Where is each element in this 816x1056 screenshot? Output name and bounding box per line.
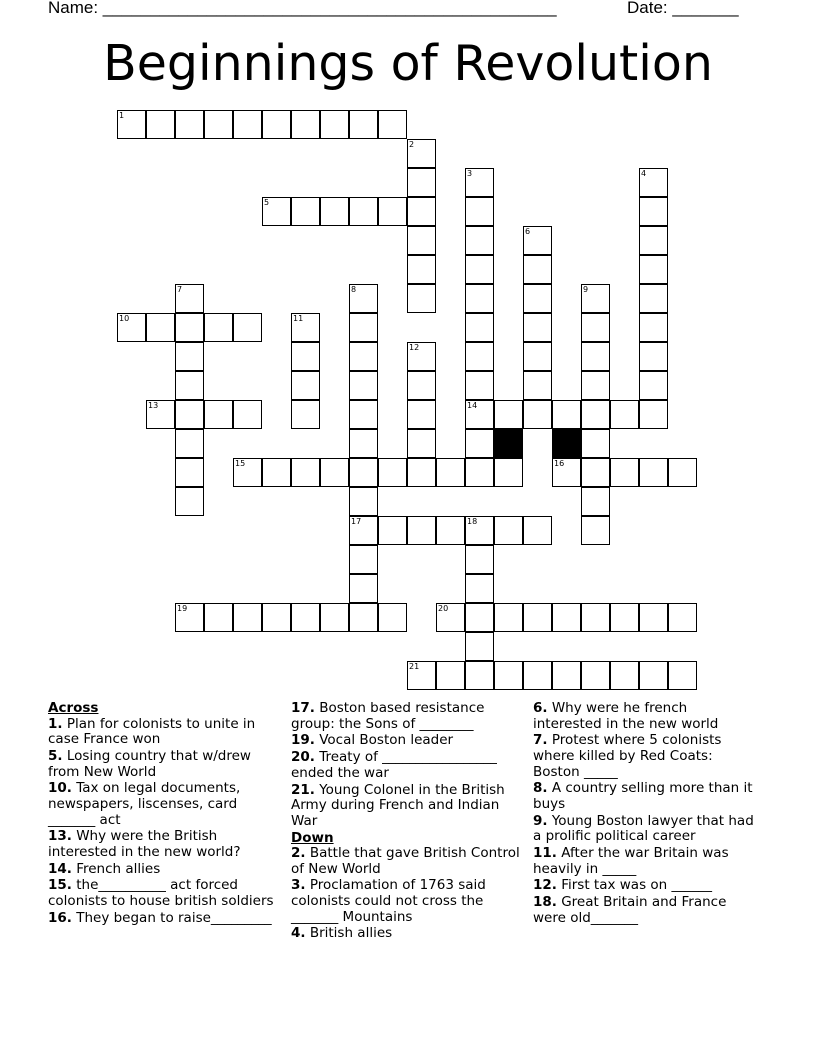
clue-text: Why were the British interested in the new world? [48, 828, 241, 860]
clue-number: 20 [438, 604, 449, 613]
grid-cell[interactable] [233, 458, 262, 487]
clue-number: 10. [48, 780, 72, 797]
clue [48, 749, 284, 780]
grid-cell[interactable] [639, 197, 668, 226]
clue [291, 846, 523, 877]
clues-column-1 [48, 701, 284, 928]
grid-cell[interactable] [378, 110, 407, 139]
grid-cell[interactable] [639, 313, 668, 342]
grid-cell[interactable] [407, 139, 436, 168]
clue-text: Treaty of _________________ ended the war [291, 749, 497, 781]
clue [533, 733, 755, 780]
grid-cell[interactable] [291, 371, 320, 400]
clue-number: 7. [533, 732, 548, 749]
grid-cell[interactable] [175, 429, 204, 458]
grid-cell[interactable] [465, 168, 494, 197]
grid-cell[interactable] [639, 603, 668, 632]
grid-cell[interactable] [581, 429, 610, 458]
grid-cell[interactable] [465, 574, 494, 603]
clue-number: 15. [48, 877, 72, 894]
clue-text: A country selling more than it buys [533, 780, 753, 812]
clue [533, 701, 755, 732]
grid-cell[interactable] [349, 516, 378, 545]
grid-cell[interactable] [175, 603, 204, 632]
grid-cell[interactable] [639, 342, 668, 371]
grid-cell[interactable] [204, 400, 233, 429]
clue-text: They began to raise_________ [71, 909, 272, 926]
clues-column-3 [533, 701, 755, 928]
clue-number: 8. [533, 780, 548, 797]
grid-cell[interactable] [175, 487, 204, 516]
grid-cell[interactable] [378, 458, 407, 487]
grid-cell[interactable] [175, 342, 204, 371]
clue-text: Losing country that w/drew from New World [48, 747, 251, 780]
grid-cell[interactable] [204, 603, 233, 632]
grid-cell[interactable] [436, 661, 465, 690]
grid-cell[interactable] [349, 284, 378, 313]
clue [291, 783, 523, 830]
grid-cell[interactable] [291, 313, 320, 342]
clue-text: After the war Britain was heavily in _____ [533, 845, 729, 877]
grid-cell[interactable] [175, 458, 204, 487]
clue-number: 18. [533, 894, 557, 911]
clue [48, 911, 284, 927]
across-clue-list [48, 717, 284, 927]
grid-cell[interactable] [436, 603, 465, 632]
grid-cell[interactable] [436, 516, 465, 545]
clue-number: 18 [467, 517, 478, 526]
grid-cell[interactable] [465, 255, 494, 284]
grid-cell[interactable] [552, 661, 581, 690]
grid-cell[interactable] [523, 661, 552, 690]
grid-cell[interactable] [523, 516, 552, 545]
grid-cell[interactable] [465, 226, 494, 255]
grid-cell[interactable] [349, 197, 378, 226]
grid-cell[interactable] [465, 284, 494, 313]
clue-text: Great Britain and France were old_______ [533, 894, 727, 926]
grid-cell[interactable] [117, 313, 146, 342]
grid-cell[interactable] [407, 429, 436, 458]
grid-cell[interactable] [233, 110, 262, 139]
grid-cell[interactable] [262, 458, 291, 487]
clue [48, 878, 284, 909]
grid-cell[interactable] [465, 342, 494, 371]
grid-cell[interactable] [494, 458, 523, 487]
grid-cell[interactable] [407, 197, 436, 226]
grid-cell[interactable] [349, 400, 378, 429]
grid-cell[interactable] [610, 458, 639, 487]
grid-cell[interactable] [523, 342, 552, 371]
grid-cell[interactable] [407, 516, 436, 545]
grid-cell[interactable] [291, 400, 320, 429]
grid-cell[interactable] [349, 574, 378, 603]
grid-cell[interactable] [146, 110, 175, 139]
clue [48, 862, 284, 878]
clue-number: 7 [177, 285, 183, 294]
clue-text: Proclamation of 1763 said colonists could not cross the _______ Mountains [291, 877, 486, 925]
grid-cell[interactable] [581, 661, 610, 690]
clue-text: Battle that gave British Control of New World [291, 845, 520, 877]
grid-cell[interactable] [581, 313, 610, 342]
across-heading: Across [48, 700, 99, 716]
grid-cell[interactable] [610, 661, 639, 690]
grid-cell[interactable] [668, 661, 697, 690]
clue-number: 19 [177, 604, 188, 613]
clue-number: 13 [148, 401, 159, 410]
grid-cell[interactable] [378, 516, 407, 545]
grid-cell[interactable] [349, 487, 378, 516]
clue-text: Tax on legal documents, newspapers, liscenses, card _______ act [48, 780, 241, 828]
clue-number: 10 [119, 314, 130, 323]
clue-text: Young Colonel in the British Army during French and Indian War [291, 781, 505, 829]
clue-number: 21 [409, 662, 420, 671]
grid-cell[interactable] [639, 226, 668, 255]
grid-cell[interactable] [233, 400, 262, 429]
grid-cell[interactable] [349, 313, 378, 342]
grid-cell[interactable] [349, 458, 378, 487]
clue-number: 16. [48, 909, 72, 926]
clue [533, 781, 755, 812]
grid-cell[interactable] [407, 168, 436, 197]
grid-cell[interactable] [291, 197, 320, 226]
grid-cell[interactable] [465, 661, 494, 690]
clue-number: 13. [48, 828, 72, 845]
grid-cell[interactable] [407, 400, 436, 429]
clue-number: 16 [554, 459, 565, 468]
grid-cell[interactable] [552, 400, 581, 429]
clue-number: 2 [409, 140, 415, 149]
grid-cell[interactable] [291, 342, 320, 371]
grid-cell[interactable] [639, 371, 668, 400]
clue [533, 878, 755, 894]
clue-number: 9 [583, 285, 589, 294]
grid-cell[interactable] [320, 197, 349, 226]
clue-number: 3 [467, 169, 473, 178]
clue-number: 4. [291, 925, 306, 942]
grid-cell[interactable] [581, 458, 610, 487]
grid-cell[interactable] [465, 516, 494, 545]
clue-text: First tax was on ______ [556, 877, 713, 894]
grid-cell[interactable] [436, 458, 465, 487]
grid-cell[interactable] [523, 371, 552, 400]
clue [533, 814, 755, 845]
grid-cell[interactable] [146, 400, 175, 429]
grid-cell[interactable] [233, 603, 262, 632]
grid-cell[interactable] [581, 400, 610, 429]
grid-cell[interactable] [523, 400, 552, 429]
across-clue-list-continued [291, 701, 523, 829]
grid-cell[interactable] [581, 371, 610, 400]
clue-number: 4 [641, 169, 647, 178]
clue-number: 15 [235, 459, 246, 468]
clue [533, 895, 755, 926]
clue-number: 17 [351, 517, 362, 526]
grid-cell[interactable] [320, 458, 349, 487]
grid-cell[interactable] [465, 400, 494, 429]
down-clue-list [291, 846, 523, 942]
grid-cell[interactable] [349, 371, 378, 400]
grid-cell[interactable] [175, 110, 204, 139]
grid-cell[interactable] [262, 197, 291, 226]
grid-cell[interactable] [407, 371, 436, 400]
grid-cell[interactable] [175, 313, 204, 342]
grid-cell[interactable] [523, 255, 552, 284]
grid-cell[interactable] [639, 458, 668, 487]
grid-cell[interactable] [581, 603, 610, 632]
grid-cell[interactable] [233, 313, 262, 342]
clue [291, 926, 523, 942]
grid-cell[interactable] [465, 371, 494, 400]
clue-text: Plan for colonists to unite in case France won [48, 715, 256, 748]
clue-text: Vocal Boston leader [314, 732, 454, 749]
grid-cell[interactable] [204, 110, 233, 139]
grid-cell[interactable] [349, 110, 378, 139]
grid-cell[interactable] [523, 603, 552, 632]
grid-cell[interactable] [494, 516, 523, 545]
grid-cell[interactable] [494, 400, 523, 429]
grid-cell[interactable] [639, 284, 668, 313]
clue [48, 829, 284, 860]
grid-cell[interactable] [262, 110, 291, 139]
grid-cell[interactable] [291, 458, 320, 487]
grid-cell[interactable] [639, 168, 668, 197]
grid-cell[interactable] [639, 661, 668, 690]
clue-number: 9. [533, 812, 548, 829]
puzzle-title: Beginnings of Revolution [103, 35, 713, 92]
clues-column-2 [291, 701, 523, 943]
grid-cell[interactable] [349, 342, 378, 371]
date-field-label: Date: _______ [627, 0, 739, 17]
clue-number: 14. [48, 860, 72, 877]
grid-cell[interactable] [175, 400, 204, 429]
blocked-cell [494, 429, 523, 458]
clue-number: 12. [533, 877, 557, 894]
grid-cell[interactable] [465, 313, 494, 342]
grid-cell[interactable] [320, 110, 349, 139]
grid-cell[interactable] [494, 603, 523, 632]
clue-number: 21. [291, 781, 315, 798]
clue-number: 11 [293, 314, 304, 323]
clue-number: 2. [291, 845, 306, 862]
clue-text: British allies [305, 925, 393, 942]
grid-cell[interactable] [204, 313, 233, 342]
clue-text: Young Boston lawyer that had a prolific political career [533, 812, 754, 845]
clue-number: 1 [119, 111, 125, 120]
grid-cell[interactable] [639, 255, 668, 284]
name-field-label: Name: ________________________________________________ [48, 0, 557, 17]
clue-text: French allies [71, 860, 161, 877]
grid-cell[interactable] [465, 458, 494, 487]
grid-cell[interactable] [610, 400, 639, 429]
down-clue-list-continued [533, 701, 755, 926]
clue-number: 12 [409, 343, 420, 352]
grid-cell[interactable] [175, 284, 204, 313]
grid-cell[interactable] [146, 313, 175, 342]
grid-cell[interactable] [407, 255, 436, 284]
clue-number: 11. [533, 845, 557, 862]
grid-cell[interactable] [407, 284, 436, 313]
grid-cell[interactable] [581, 516, 610, 545]
grid-cell[interactable] [465, 603, 494, 632]
clue-number: 6 [525, 227, 531, 236]
clue-number: 1. [48, 715, 63, 732]
grid-cell[interactable] [378, 197, 407, 226]
grid-cell[interactable] [349, 429, 378, 458]
grid-cell[interactable] [407, 458, 436, 487]
grid-cell[interactable] [581, 487, 610, 516]
clue-text: Why were he french interested in the new world [533, 700, 719, 732]
grid-cell[interactable] [349, 545, 378, 574]
clue [291, 733, 523, 749]
grid-cell[interactable] [465, 429, 494, 458]
clue-text: Boston based resistance group: the Sons of ________ [291, 700, 485, 732]
grid-cell[interactable] [465, 632, 494, 661]
clue [291, 701, 523, 732]
grid-cell[interactable] [610, 603, 639, 632]
grid-cell[interactable] [523, 284, 552, 313]
grid-cell[interactable] [581, 284, 610, 313]
clue [291, 750, 523, 781]
clue [48, 717, 284, 748]
grid-cell[interactable] [291, 603, 320, 632]
clue-number: 6. [533, 700, 548, 716]
grid-cell[interactable] [407, 661, 436, 690]
clue [48, 781, 284, 828]
down-heading: Down [291, 829, 334, 846]
grid-cell[interactable] [349, 603, 378, 632]
grid-cell[interactable] [552, 603, 581, 632]
clue-number: 8 [351, 285, 357, 294]
grid-cell[interactable] [320, 603, 349, 632]
grid-cell[interactable] [552, 458, 581, 487]
clue-number: 5. [48, 747, 63, 764]
grid-cell[interactable] [407, 342, 436, 371]
grid-cell[interactable] [523, 226, 552, 255]
clue [291, 878, 523, 925]
grid-cell[interactable] [407, 226, 436, 255]
clue-number: 17. [291, 700, 315, 716]
clue-text: the__________ act forced colonists to house british soldiers [48, 877, 274, 910]
grid-cell[interactable] [465, 197, 494, 226]
grid-cell[interactable] [175, 371, 204, 400]
clue-number: 20. [291, 749, 315, 766]
clue [533, 846, 755, 877]
grid-cell[interactable] [523, 313, 552, 342]
clue-number: 5 [264, 198, 270, 207]
grid-cell[interactable] [639, 400, 668, 429]
clue-text: Protest where 5 colonists where killed by Red Coats: Boston _____ [533, 732, 722, 780]
grid-cell[interactable] [668, 458, 697, 487]
grid-cell[interactable] [378, 603, 407, 632]
clue-number: 3. [291, 877, 306, 894]
grid-cell[interactable] [465, 545, 494, 574]
grid-cell[interactable] [581, 342, 610, 371]
grid-cell[interactable] [262, 603, 291, 632]
grid-cell[interactable] [291, 110, 320, 139]
grid-cell[interactable] [668, 603, 697, 632]
clue-number: 19. [291, 732, 315, 749]
blocked-cell [552, 429, 581, 458]
clue-number: 14 [467, 401, 478, 410]
grid-cell[interactable] [117, 110, 146, 139]
grid-cell[interactable] [494, 661, 523, 690]
